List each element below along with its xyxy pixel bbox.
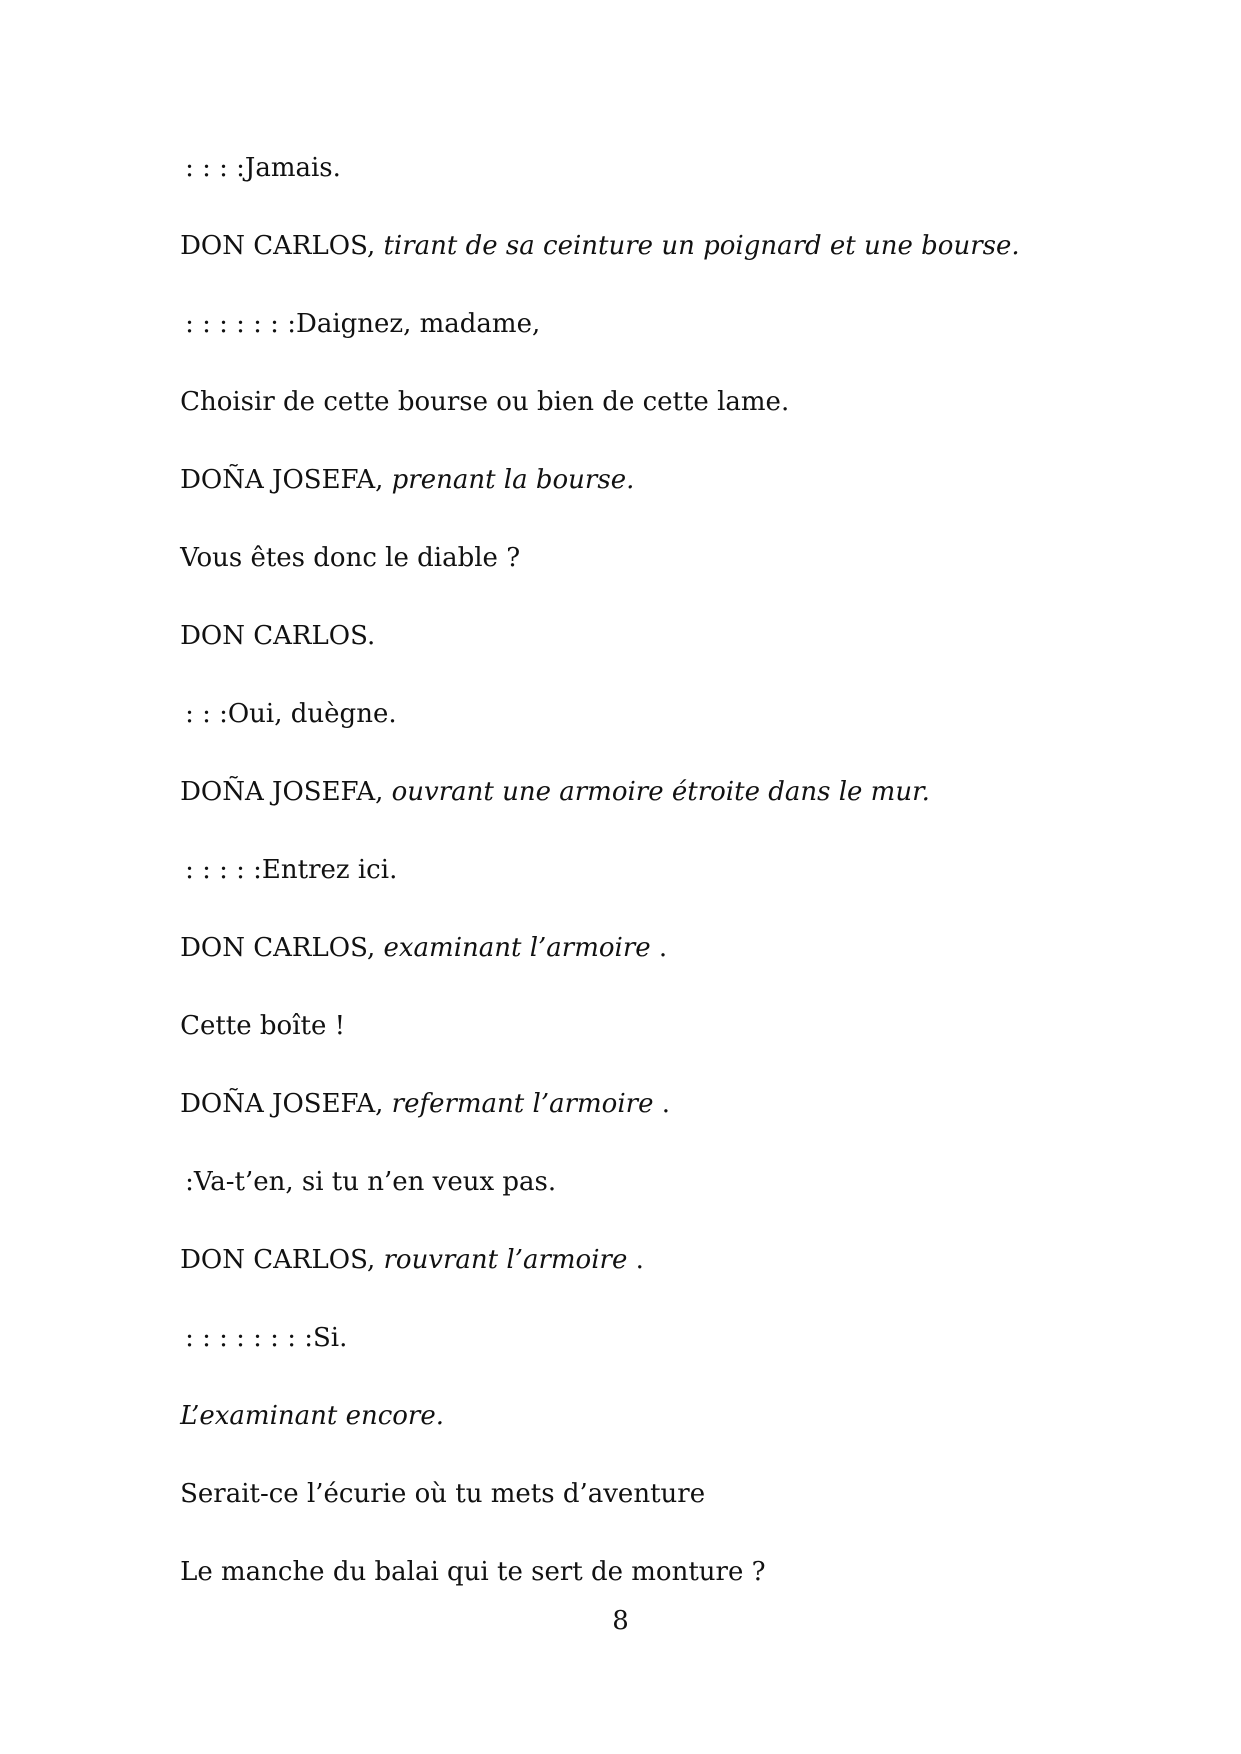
stage-direction: examinant l’armoire (383, 933, 651, 963)
verse-line (147, 513, 520, 603)
stage-direction-line (147, 1059, 670, 1149)
speaker-name: DON CARLOS, (180, 231, 384, 261)
speaker-name: DON CARLOS, (180, 933, 384, 963)
stage-direction-line (147, 201, 1020, 291)
stage-direction-line (147, 1371, 444, 1461)
stage-direction: prenant la bourse. (391, 465, 635, 495)
speaker-name: DOÑA JOSEFA, (180, 465, 392, 495)
stage-direction: tirant de sa ceinture un poignard et une bourse. (383, 231, 1020, 261)
verse-line (152, 279, 540, 369)
verse-text: Vous êtes donc le diable ? (180, 543, 521, 573)
verse-text: : : : : : : :Daignez, madame, (185, 309, 541, 339)
stage-direction-line (147, 435, 634, 525)
speaker-name: DOÑA JOSEFA, (180, 1089, 392, 1119)
verse-text: : : : : : : : :Si. (185, 1323, 348, 1353)
page-number: 8 (612, 1606, 629, 1636)
punctuation: . (627, 1245, 644, 1275)
verse-text: Le manche du balai qui te sert de monture ? (180, 1557, 766, 1587)
speaker-name: DON CARLOS, (180, 1245, 384, 1275)
verse-text: : : :Oui, duègne. (185, 699, 397, 729)
verse-text: Cette boîte ! (180, 1011, 346, 1041)
stage-direction: L’examinant encore. (180, 1401, 445, 1431)
verse-line (152, 669, 397, 759)
stage-direction-line (147, 747, 930, 837)
verse-line (147, 1527, 766, 1617)
verse-line (152, 825, 397, 915)
speaker-name: DOÑA JOSEFA, (180, 777, 392, 807)
verse-line (147, 357, 789, 447)
stage-direction-line (147, 903, 667, 993)
punctuation: . (650, 933, 668, 963)
verse-line (147, 1449, 705, 1539)
speaker-line (147, 591, 375, 681)
verse-text: Choisir de cette bourse ou bien de cette lame. (180, 387, 790, 417)
verse-line (152, 123, 341, 213)
verse-line (152, 1293, 347, 1383)
verse-text: :Va-t’en, si tu n’en veux pas. (185, 1167, 557, 1197)
verse-text: : : : :Jamais. (185, 153, 341, 183)
speaker-name: DON CARLOS. (180, 621, 376, 651)
verse-line (152, 1137, 556, 1227)
verse-text: : : : : :Entrez ici. (185, 855, 398, 885)
verse-text: Serait-ce l’écurie où tu mets d’aventure (180, 1479, 706, 1509)
stage-direction: refermant l’armoire (391, 1089, 654, 1119)
stage-direction: rouvrant l’armoire (383, 1245, 628, 1275)
stage-direction-line (147, 1215, 644, 1305)
verse-line (147, 981, 345, 1071)
punctuation: . (653, 1089, 670, 1119)
stage-direction: ouvrant une armoire étroite dans le mur. (391, 777, 930, 807)
